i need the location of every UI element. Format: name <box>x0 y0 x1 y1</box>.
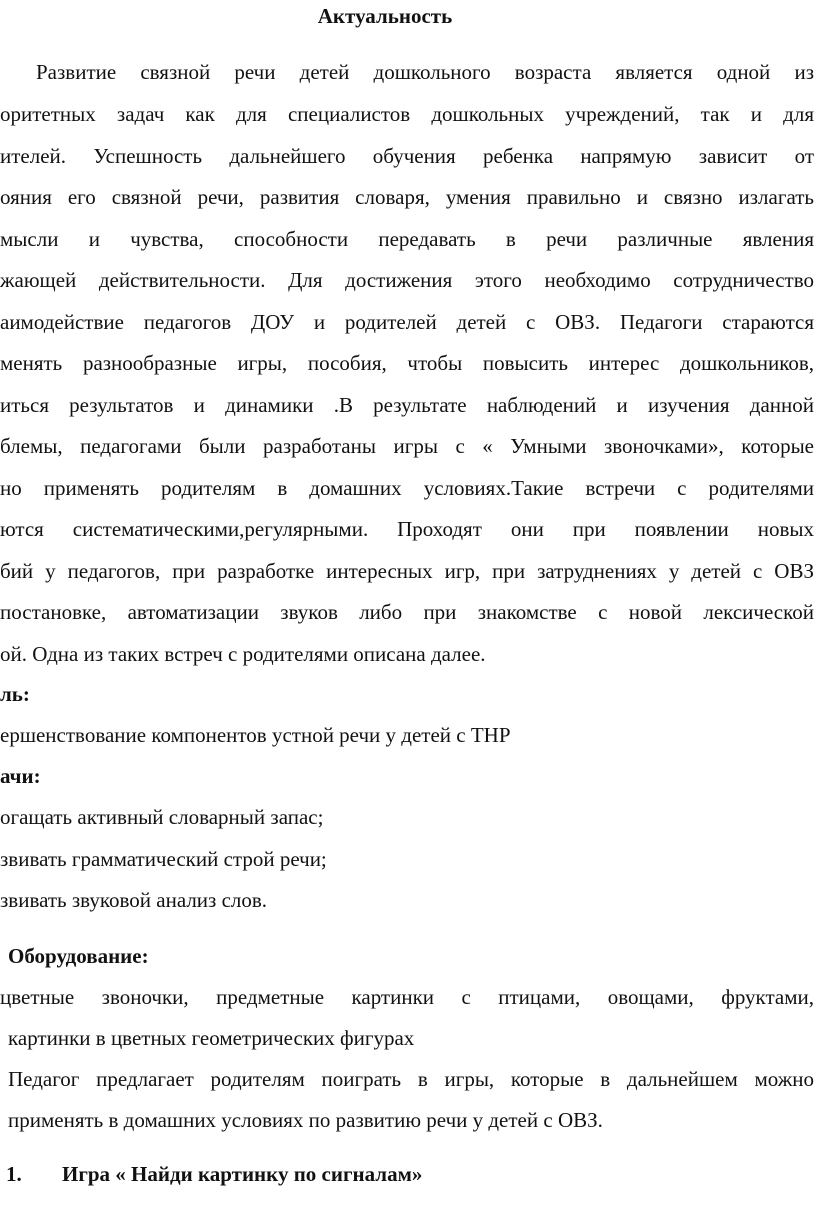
equipment-line: картинки в цветных геометрических фигурах <box>8 1026 415 1050</box>
paragraph-line: оритетных задач как для специалистов дошкольных учреждений, так и для <box>0 102 814 126</box>
paragraph-line: бий у педагогов, при разработке интересных игр, при затруднениях у детей с ОВЗ <box>0 559 814 583</box>
tasks-heading: ачи: <box>0 764 41 788</box>
paragraph-line: мысли и чувства, способности передавать в речи различные явления <box>0 227 814 251</box>
goal-heading: ль: <box>0 682 30 706</box>
paragraph-line: постановке, автоматизации звуков либо при знакомстве с новой лексической <box>0 600 814 624</box>
intro-line: применять в домашних условиях по развитию речи у детей с ОВЗ. <box>8 1108 603 1132</box>
page-title: Актуальность <box>317 4 453 28</box>
paragraph-line: жающей действительности. Для достижения этого необходимо сотрудничество <box>0 268 814 292</box>
list-item: звивать грамматический строй речи; <box>0 847 327 871</box>
list-item: огащать активный словарный запас; <box>0 805 324 829</box>
paragraph-line: Развитие связной речи детей дошкольного возраста является одной из <box>36 60 814 84</box>
paragraph-line: аимодействие педагогов ДОУ и родителей детей с ОВЗ. Педагоги стараются <box>0 310 814 334</box>
paragraph-line: ой. Одна из таких встреч с родителями описана далее. <box>0 642 486 666</box>
goal-text: ершенствование компонентов устной речи у детей с ТНР <box>0 723 511 747</box>
game1-number: 1. <box>6 1162 22 1186</box>
paragraph-line: блемы, педагогами были разработаны игры с « Умными звоночками», которые <box>0 434 814 458</box>
intro-line: Педагог предлагает родителям поиграть в игры, которые в дальнейшем можно <box>8 1067 814 1091</box>
paragraph-line: ояния его связной речи, развития словаря, умения правильно и связно излагать <box>0 185 814 209</box>
paragraph-line: ются систематическими,регулярными. Проходят они при появлении новых <box>0 517 814 541</box>
game1-title: Игра « Найди картинку по сигналам» <box>62 1162 423 1186</box>
paragraph-line: менять разнообразные игры, пособия, чтобы повысить интерес дошкольников, <box>0 351 814 375</box>
equipment-heading: Оборудование: <box>8 944 149 968</box>
paragraph-line: но применять родителям в домашних условиях.Такие встречи с родителями <box>0 476 814 500</box>
list-item: звивать звуковой анализ слов. <box>0 888 268 912</box>
paragraph-line: иться результатов и динамики .В результате наблюдений и изучения данной <box>0 393 814 417</box>
equipment-line: цветные звоночки, предметные картинки с птицами, овощами, фруктами, <box>0 985 814 1009</box>
paragraph-line: ителей. Успешность дальнейшего обучения ребенка напрямую зависит от <box>0 144 814 168</box>
